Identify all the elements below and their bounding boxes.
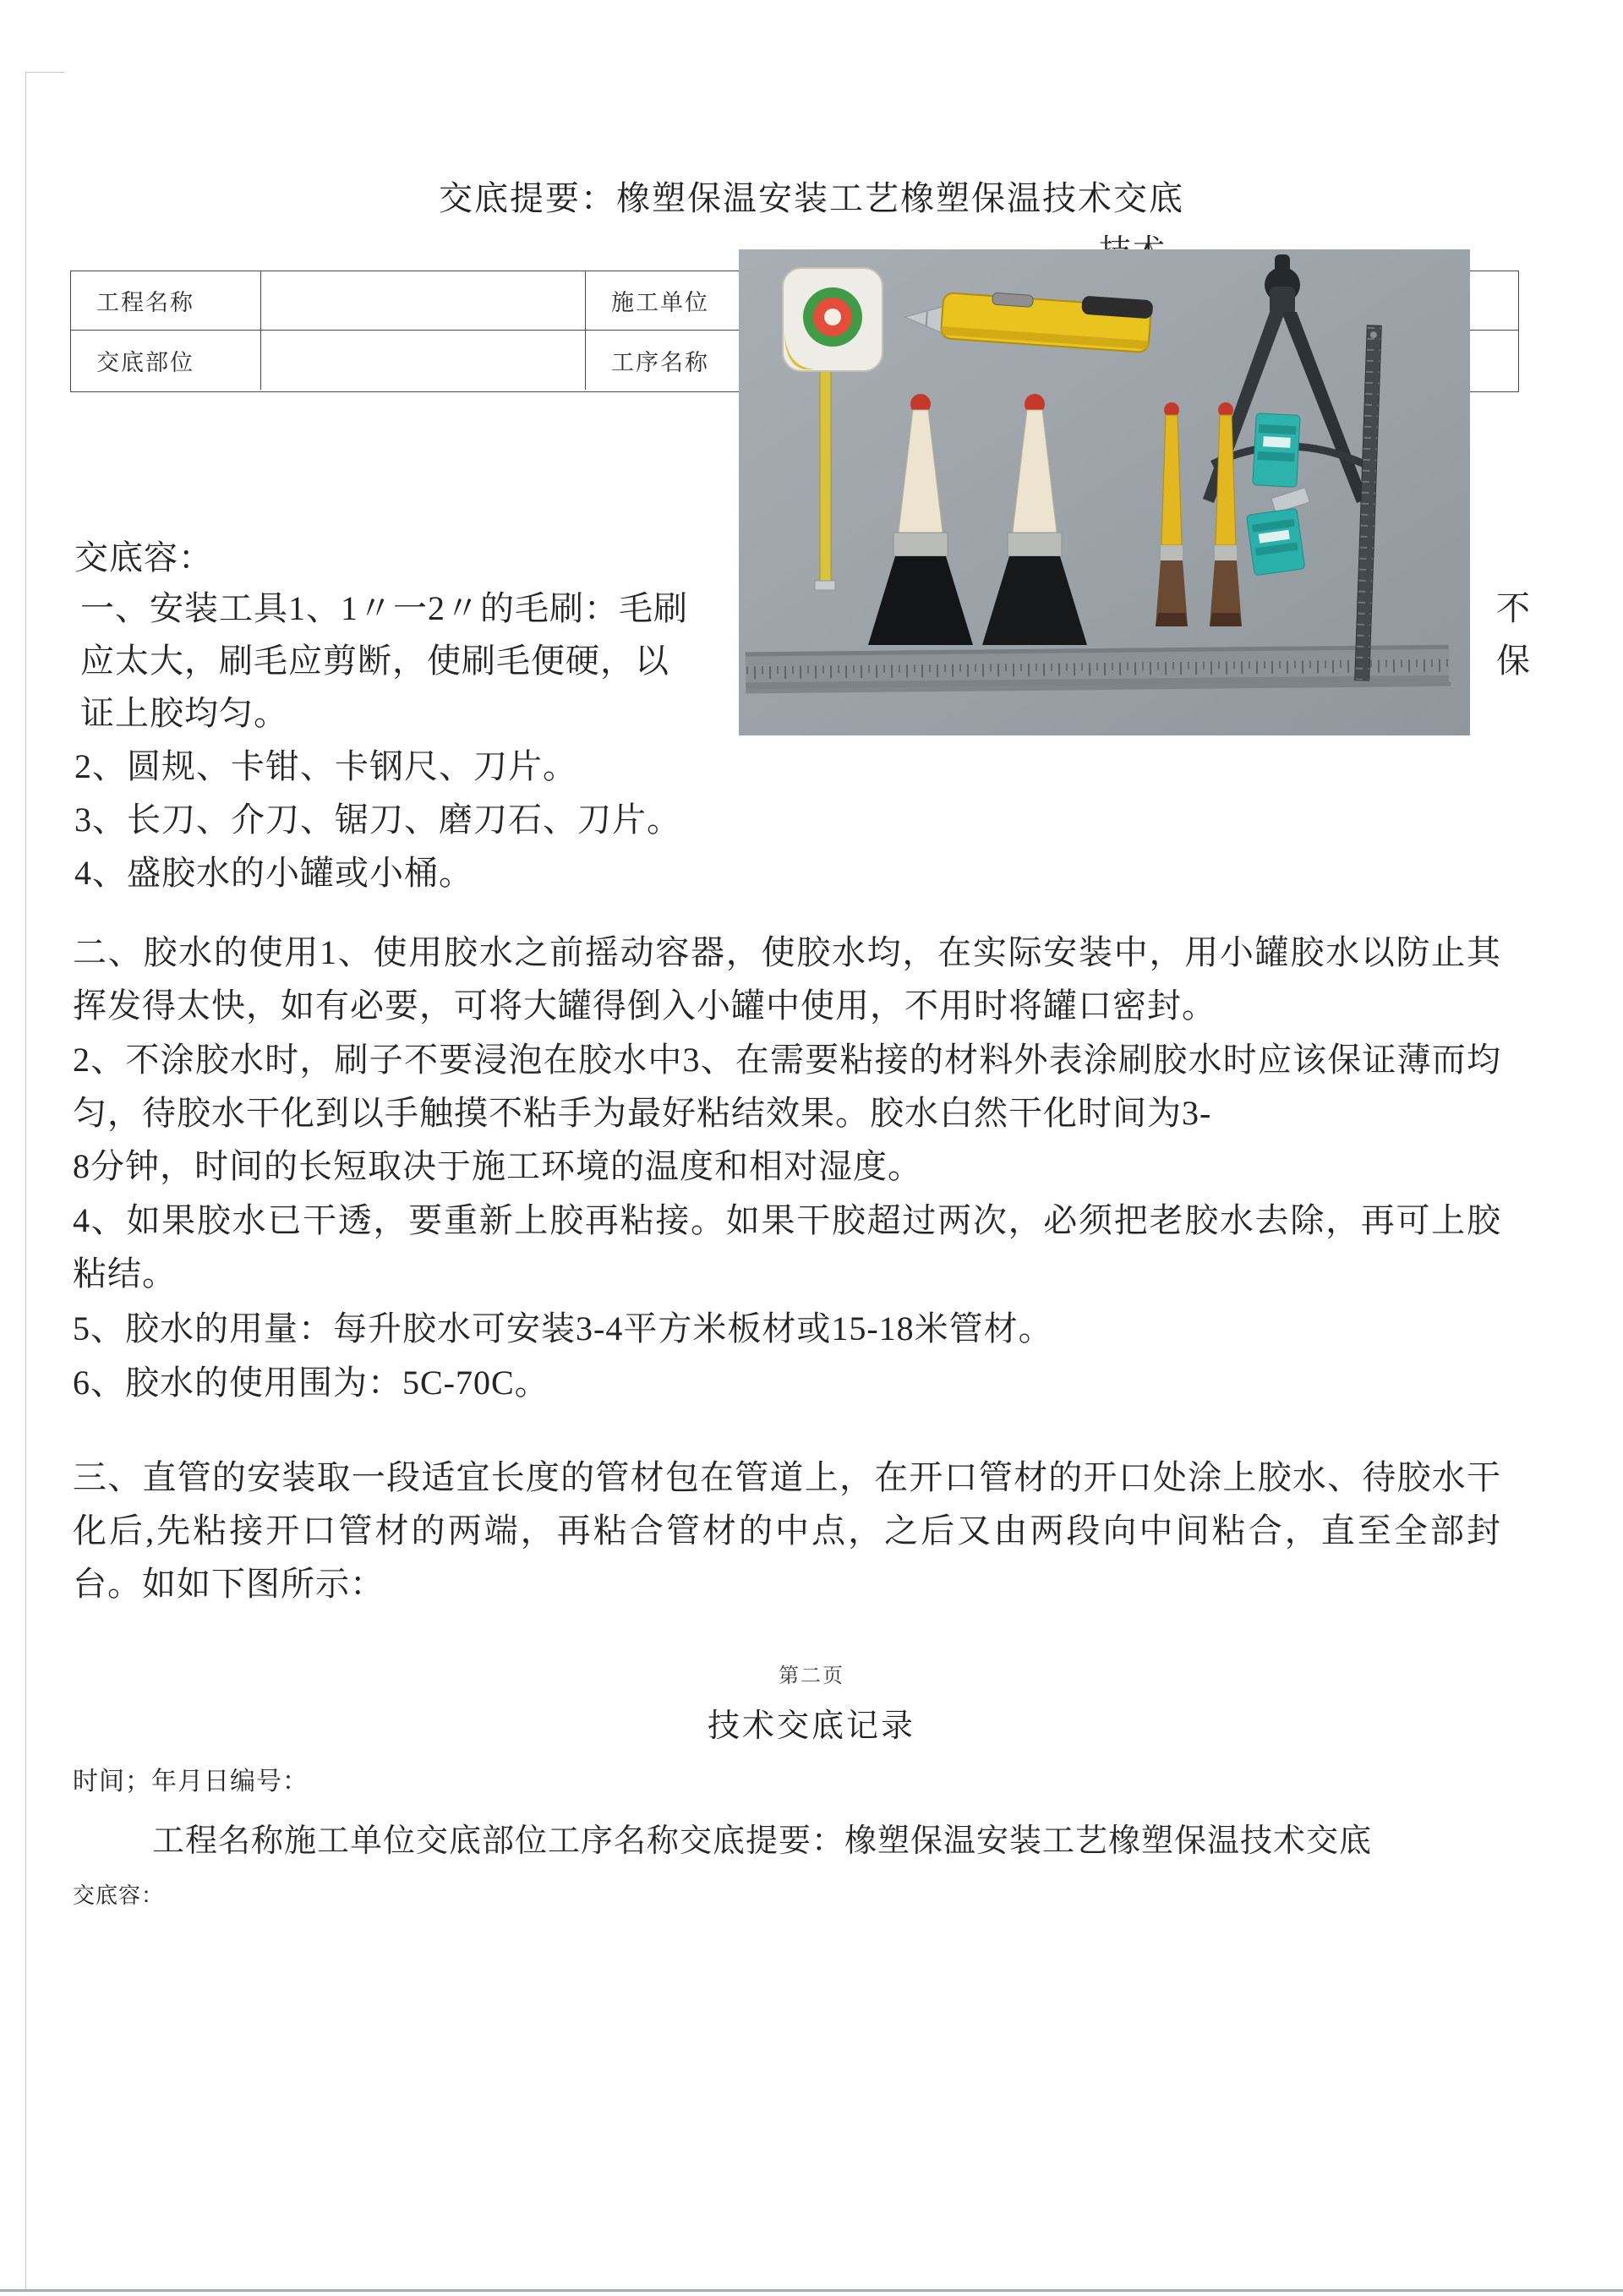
scan-edge-bottom-line bbox=[0, 2289, 1623, 2292]
tools-item-4: 4、盛胶水的小罐或小桶。 bbox=[74, 854, 473, 892]
tools-line-3: 证上胶均匀。 bbox=[80, 694, 288, 732]
section-heading-content: 交底容： bbox=[74, 538, 213, 577]
cell-disclosure-part-value bbox=[261, 331, 586, 390]
pipe-installation-paragraph: 三、直管的安装取一段适宜长度的管材包在管道上，在开口管材的开口处涂上胶水、待胶水干化后,先粘接开口管材的两端，再粘合管材的中点，之后又由两段向中间粘合，直至全部封台。如如下图所示： bbox=[73, 1458, 1501, 1603]
tools-line-2-overflow: 保 bbox=[1496, 642, 1531, 680]
glue-paragraph-2: 2、不涂胶水时，刷子不要浸泡在胶水中3、在需要粘接的材料外表涂刷胶水时应该保证薄而均匀，待胶水干化到以手触摸不粘手为最好粘结效果。胶水白然干化时间为3- bbox=[73, 1041, 1501, 1132]
glue-paragraph-3: 8分钟，时间的长短取决于施工环境的温度和相对湿度。 bbox=[73, 1147, 922, 1185]
tools-item-3: 3、长刀、介刀、锯刀、磨刀石、刀片。 bbox=[74, 801, 681, 839]
scan-edge-top-segment bbox=[25, 72, 64, 73]
section-heading-footer: 交底容： bbox=[73, 1883, 165, 1908]
glue-paragraph-1: 二、胶水的使用1、使用胶水之前摇动容器，使胶水均，在实际安装中，用小罐胶水以防止其挥发得太快，如有必要，可将大罐得倒入小罐中使用，不用时将罐口密封。 bbox=[73, 933, 1501, 1025]
blade-box-1 bbox=[1253, 413, 1300, 488]
blade-box-2 bbox=[1246, 508, 1304, 576]
page-title: 交底提要：橡塑保温安装工艺橡塑保温技术交底 bbox=[439, 179, 1184, 217]
cell-project-name-value bbox=[261, 271, 586, 331]
summary-line: 工程名称施工单位交底部位工序名称交底提要：橡塑保温安装工艺橡塑保温技术交底 bbox=[152, 1823, 1373, 1859]
cell-project-name-label: 工程名称 bbox=[71, 271, 261, 331]
cell-process-name-label: 工序名称 bbox=[586, 331, 827, 390]
cell-disclosure-part-label: 交底部位 bbox=[71, 331, 261, 390]
scan-edge-left-line bbox=[25, 72, 26, 2289]
tools-line-1: 一、安装工具1、1〃一2〃的毛刷：毛刷 bbox=[80, 589, 688, 627]
tools-photo bbox=[739, 249, 1470, 735]
page-number-label: 第二页 bbox=[779, 1665, 844, 1687]
tools-line-2: 应太大，刷毛应剪断，使刷毛便硬，以 bbox=[80, 642, 669, 680]
glue-paragraph-4: 4、如果胶水已干透，要重新上胶再粘接。如果干胶超过两次，必须把老胶水去除，再可上胶粘结。 bbox=[73, 1201, 1501, 1293]
record-title: 技术交底记录 bbox=[707, 1708, 915, 1744]
glue-paragraph-5: 5、胶水的用量：每升胶水可安装3-4平方米板材或15-18米管材。 bbox=[73, 1309, 1053, 1348]
tools-line-1-overflow: 不 bbox=[1496, 589, 1531, 627]
tools-item-2: 2、圆规、卡钳、卡钢尺、刀片。 bbox=[74, 747, 577, 785]
glue-paragraph-6: 6、胶水的使用围为：5C-70C。 bbox=[73, 1364, 549, 1402]
time-number-line: 时间；年月日编号： bbox=[73, 1768, 309, 1796]
cell-construction-unit-label: 施工单位 bbox=[586, 271, 827, 331]
steel-ruler bbox=[746, 645, 1451, 694]
